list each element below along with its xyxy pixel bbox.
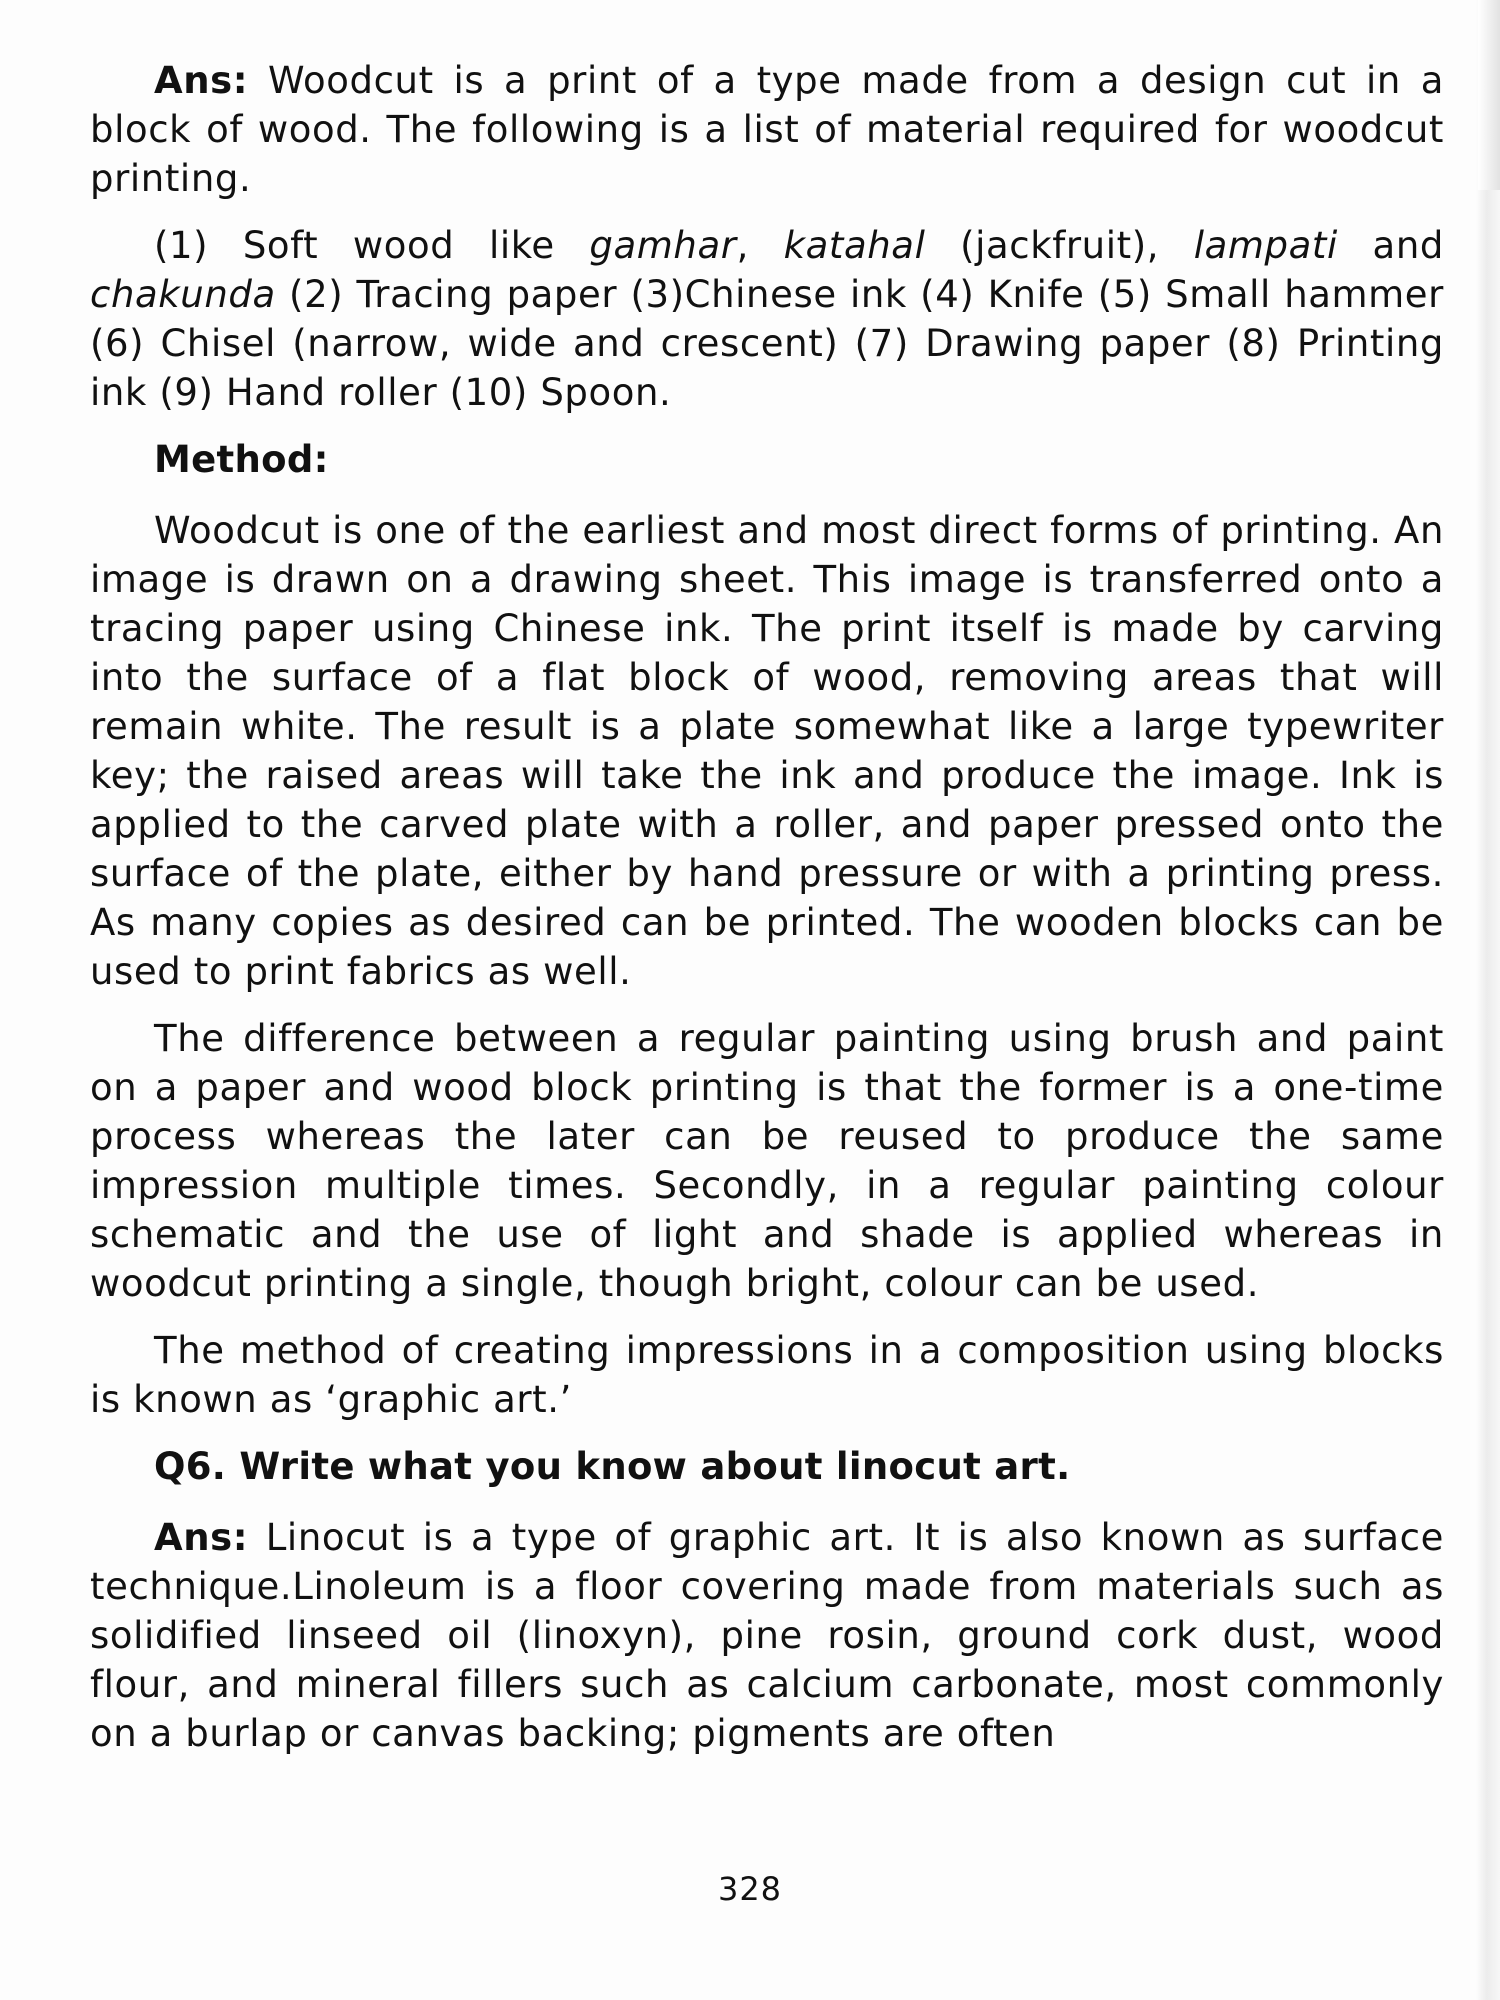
materials-text-rest: (2) Tracing paper (3)Chinese ink (4) Knife (5) Small hammer (6) Chisel (narrow, wide and crescent) (7) Drawing paper (8) Printing ink (9) Hand roller (10) Spoon.	[90, 273, 1444, 414]
answer-label: Ans:	[154, 59, 249, 102]
method-heading: Method:	[154, 438, 329, 481]
method-paragraph-1: Woodcut is one of the earliest and most direct forms of printing. An image is drawn on a drawing sheet. This image is transferred onto a tracing paper using Chinese ink. The print itself is made by carving into the surface of a flat block of wood, removing areas that will remain white. The result is a plate somewhat like a large typewriter key; the raised areas will take the ink and produce the image. Ink is applied to the carved plate with a roller, and paper pressed onto the surface of the plate, either by hand pressure or with a printing press. As many copies as desired can be printed. The wooden blocks can be used to print fabrics as well.	[90, 509, 1444, 993]
materials-separator: ,	[736, 224, 784, 267]
question-6-heading: Q6. Write what you know about linocut art.	[154, 1445, 1071, 1488]
materials-separator: and	[1337, 224, 1444, 267]
method-paragraph-3: The method of creating impressions in a composition using blocks is known as ‘graphic art.’	[90, 1329, 1444, 1421]
page-edge-highlight	[1478, 0, 1500, 190]
woodcut-answer-paragraph	[90, 56, 1444, 203]
wood-name-lampati: lampati	[1193, 224, 1338, 267]
page-content	[90, 56, 1444, 1776]
wood-name-gamhar: gamhar	[589, 224, 737, 267]
wood-name-katahal: katahal	[783, 224, 926, 267]
linocut-answer-paragraph	[90, 1513, 1444, 1758]
page-edge-shadow	[1476, 0, 1500, 2000]
materials-separator: (jackfruit),	[925, 224, 1194, 267]
woodcut-answer-text: Woodcut is a print of a type made from a design cut in a block of wood. The following is a list of material required for woodcut printing.	[90, 59, 1444, 200]
linocut-answer-text: Linocut is a type of graphic art. It is also known as surface technique.Linoleum is a floor covering made from materials such as solidified linseed oil (linoxyn), pine rosin, ground cork dust, wood flour, and mineral fillers such as calcium carbonate, most commonly on a burlap or canvas backing; pigments are often	[90, 1516, 1444, 1755]
wood-name-chakunda: chakunda	[90, 273, 276, 316]
answer-label: Ans:	[154, 1516, 249, 1559]
materials-list-paragraph	[90, 221, 1444, 417]
method-paragraph-2: The difference between a regular painting using brush and paint on a paper and wood block printing is that the former is a one-time process whereas the later can be reused to produce the same impression multiple times. Secondly, in a regular painting colour schematic and the use of light and shade is applied whereas in woodcut printing a single, though bright, colour can be used.	[90, 1017, 1444, 1305]
page-number: 328	[717, 1870, 783, 1908]
materials-text-start: (1) Soft wood like	[154, 224, 590, 267]
